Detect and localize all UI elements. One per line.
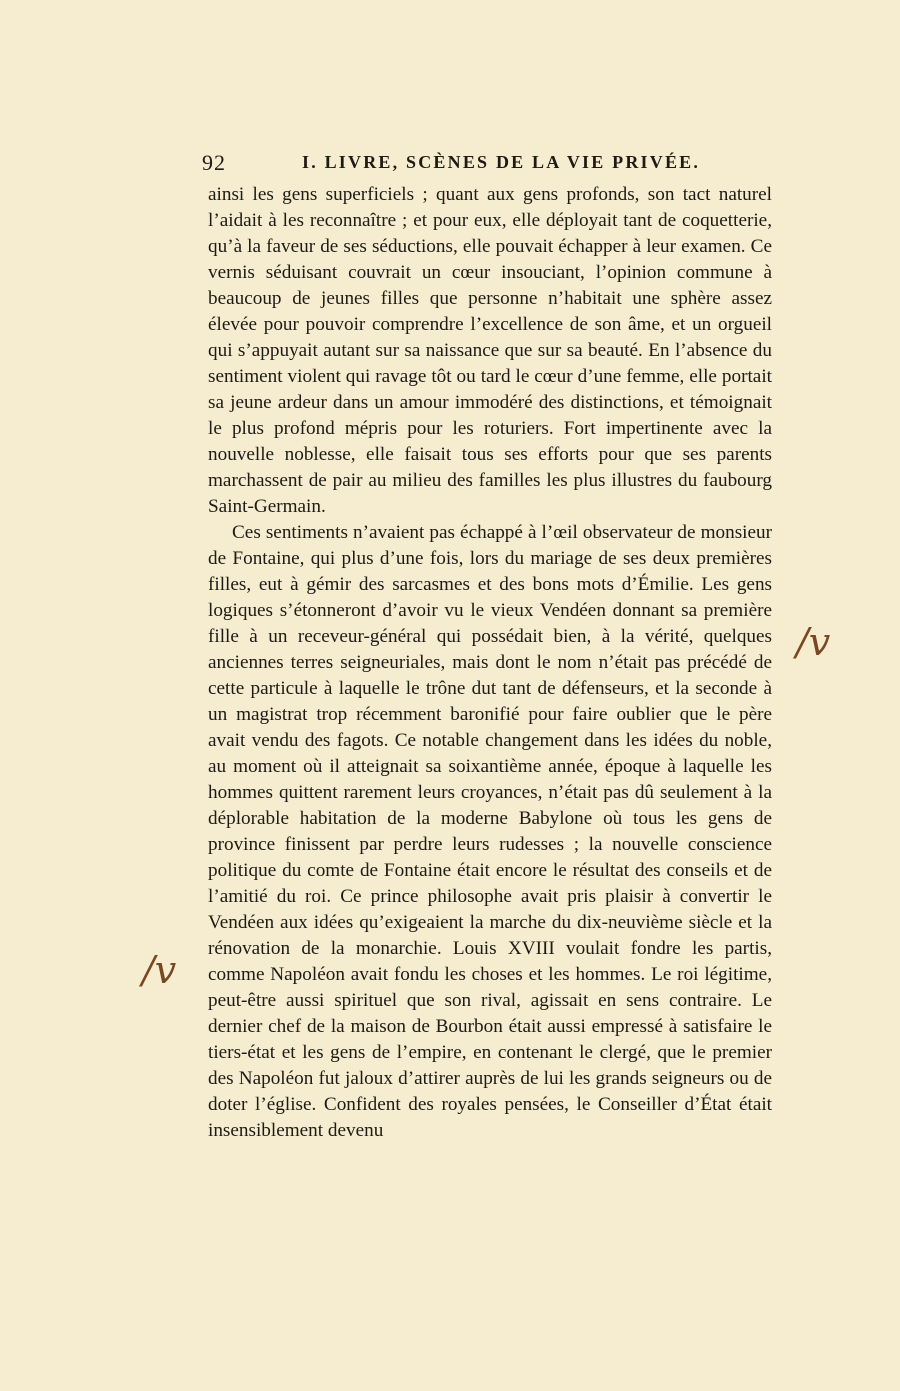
body-text [208, 182, 772, 1144]
paragraph-1: ainsi les gens superficiels ; quant aux gens profonds, son tact naturel l’aidait à les reconnaître ; et pour eux, elle déployait tant de coquetterie, qu’à la faveur de ses séductions, elle pouvait échapper à leur examen. Ce vernis séduisant couvrait un cœur insouciant, l’opinion commune à beaucoup de jeunes filles que personne n’habitait une sphère assez élevée pour pouvoir comprendre l’excellence de son âme, et un orgueil qui s’appuyait autant sur sa naissance que sur sa beauté. En l’absence du sentiment violent qui ravage tôt ou tard le cœur d’une femme, elle portait sa jeune ardeur dans un amour immodéré des distinctions, et témoignait le plus profond mépris pour les roturiers. Fort impertinente avec la nouvelle noblesse, elle faisait tous ses efforts pour que ses parents marchassent de pair au milieu des familles les plus illustres du faubourg Saint-Germain. [208, 184, 772, 517]
running-title: I. LIVRE, SCÈNES DE LA VIE PRIVÉE. [302, 152, 701, 172]
handwritten-margin-mark-left: /v [142, 948, 177, 992]
running-head [202, 150, 774, 180]
handwritten-margin-mark-right: /v [796, 620, 831, 664]
page-number: 92 [202, 150, 226, 175]
paragraph-2: Ces sentiments n’avaient pas échappé à l’œil observateur de monsieur de Fontaine, qui plus d’une fois, lors du mariage de ses deux premières filles, eut à gémir des sarcasmes et des bons mots d’Émilie. Les gens logiques s’étonneront d’avoir vu le vieux Vendéen donnant sa première fille à un receveur-général qui possédait bien, à la vérité, quelques anciennes terres seigneuriales, mais dont le nom n’était pas précédé de cette particule à laquelle le trône dut tant de défenseurs, et la seconde à un magistrat trop récemment baronifié pour faire oublier que le père avait vendu des fagots. Ce notable changement dans les idées du noble, au moment où il atteignait sa soixantième année, époque à laquelle les hommes quittent rarement leurs croyances, n’était pas dû seulement à la déplorable habitation de la moderne Babylone où tous les gens de province finissent par perdre leurs rudesses ; la nouvelle conscience politique du comte de Fontaine était encore le résultat des conseils et de l’amitié du roi. Ce prince philosophe avait pris plaisir à convertir le Vendéen aux idées qu’exigeaient la marche du dix-neuvième siècle et la rénovation de la monarchie. Louis XVIII voulait fondre les partis, comme Napoléon avait fondu les choses et les hommes. Le roi légitime, peut-être aussi spirituel que son rival, agissait en sens contraire. Le dernier chef de la maison de Bourbon était aussi empressé à satisfaire le tiers-état et les gens de l’empire, en contenant le clergé, que le premier des Napoléon fut jaloux d’attirer auprès de lui les grands seigneurs ou de doter l’église. Confident des royales pensées, le Conseiller d’État était insensiblement devenu [208, 522, 772, 1141]
